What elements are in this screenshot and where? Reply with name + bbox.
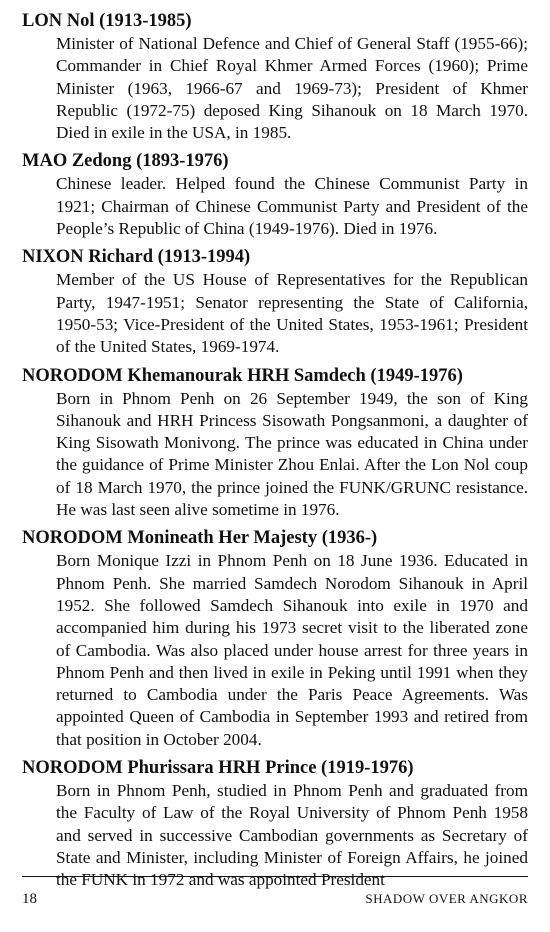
entry-norodom-khemanourak xyxy=(22,365,528,522)
entry-name: NIXON Richard (1913-1994) xyxy=(22,247,251,268)
entry-text: Born Monique Izzi in Phnom Penh on 18 June 1936. Educated in Phnom Penh. She married Samdech Norodom Sihanouk in April 1952. She followed Samdech Sihanouk into exile in 1970 and accompanied him during his 1973 secret visit to the liberated zone of Cambodia. Was also placed under house arrest for three years in Phnom Penh and then lived in exile in Peking until 1991 when they returned to Cambodia under the Paris Peace Agreements. Was appointed Queen of Cambodia in September 1993 and retired from that position in October 2004. xyxy=(56,551,528,749)
entry-mao-zedong xyxy=(22,150,528,240)
entry-text: Member of the US House of Representatives for the Republican Party, 1947-1951; Senator representing the State of California, 1950-53; Vice-President of the United States, 1953-1961; President of the United States, 1969-1974. xyxy=(56,270,528,357)
page-number: 18 xyxy=(22,891,37,907)
entry-text: Chinese leader. Helped found the Chinese Communist Party in 1921; Chairman of Chinese Communist Party and President of the People’s Republic of China (1949-1976). Died in 1976. xyxy=(56,174,528,239)
page-footer xyxy=(22,876,528,907)
entry-nixon-richard xyxy=(22,246,528,358)
running-title: SHADOW OVER ANGKOR xyxy=(365,891,528,906)
entry-name: MAO Zedong (1893-1976) xyxy=(22,151,229,172)
entry-name: NORODOM Phurissara HRH Prince (1919-1976) xyxy=(22,758,414,779)
entry-text: Born in Phnom Penh, studied in Phnom Penh and graduated from the Faculty of Law of the Royal University of Phnom Penh 1958 and served in successive Cambodian governments as Secretary of State and Minister, including Minister of Foreign Affairs, he joined the FUNK in 1972 and was appointed President xyxy=(56,781,528,890)
entry-lon-nol xyxy=(22,10,528,144)
entry-name: NORODOM Monineath Her Majesty (1936-) xyxy=(22,528,378,549)
entry-norodom-monineath xyxy=(22,527,528,751)
entry-name: LON Nol (1913-1985) xyxy=(22,11,192,31)
entry-norodom-phurissara xyxy=(22,757,528,891)
entry-text: Born in Phnom Penh on 26 September 1949, the son of King Sihanouk and HRH Princess Sisowath Pongsanmoni, a daughter of King Sisowath Monivong. The prince was educated in China under the guidance of Prime Minister Zhou Enlai. After the Lon Nol coup of 18 March 1970, the prince joined the FUNK/GRUNC resistance. He was last seen alive sometime in 1976. xyxy=(56,388,528,520)
entry-name: NORODOM Khemanourak HRH Samdech (1949-1976) xyxy=(22,365,463,386)
entry-text: Minister of National Defence and Chief of General Staff (1955-66); Commander in Chief Royal Khmer Armed Forces (1960); Prime Minister (1963, 1966-67 and 1969-73); President of Khmer Republic (1972-75) deposed King Sihanouk on 18 March 1970. Died in exile in the USA, in 1985. xyxy=(56,34,528,143)
